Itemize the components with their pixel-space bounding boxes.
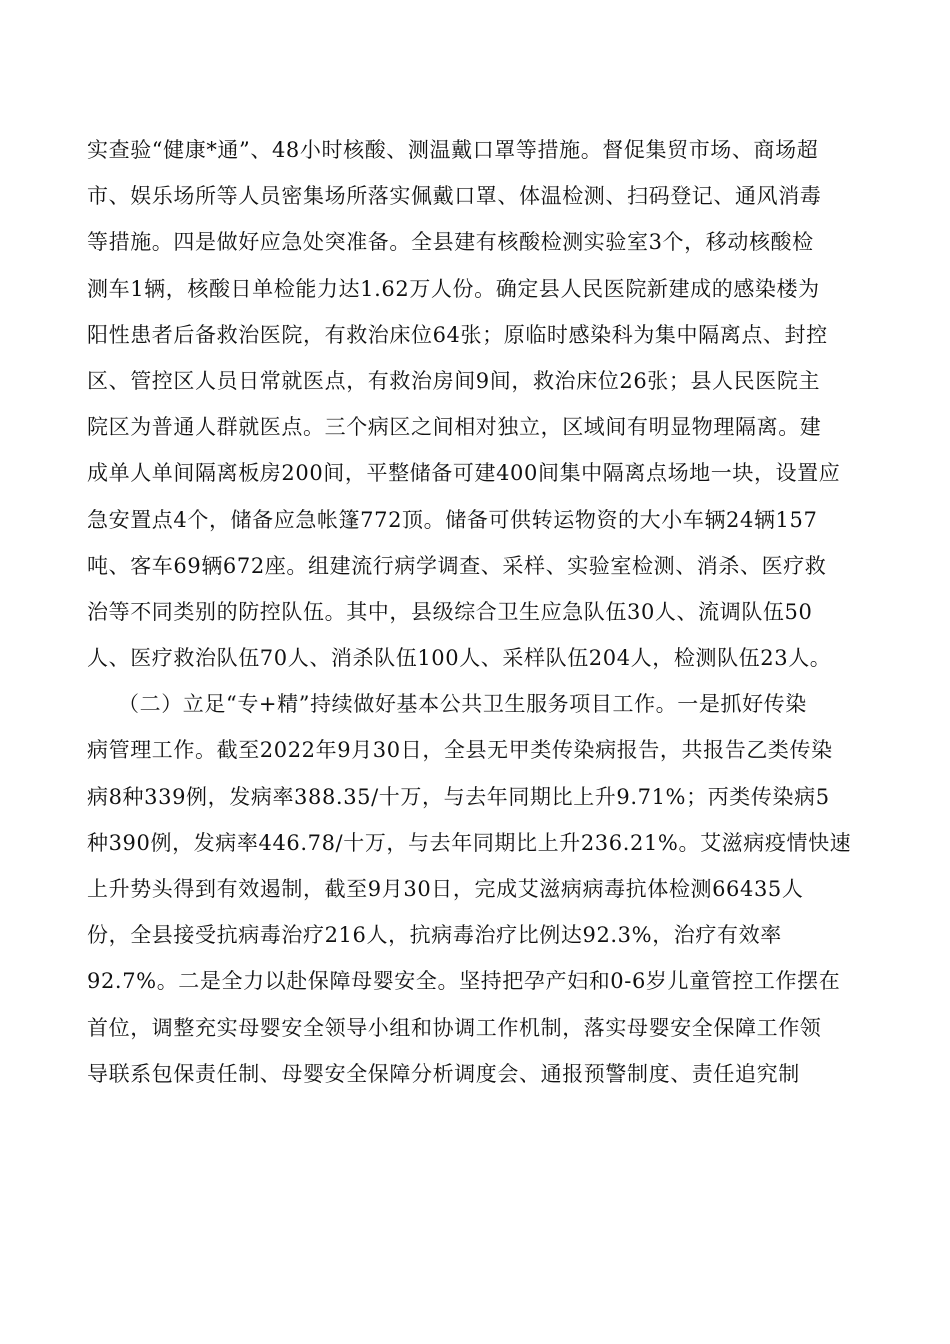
text-line-4: 测车1辆，核酸日单检能力达1.62万人份。确定县人民医院新建成的感染楼为 [87, 276, 820, 301]
text-line-9: 急安置点4个，储备应急帐篷772顶。储备可供转运物资的大小车辆24辆157 [87, 507, 818, 532]
text-line-6: 区、管控区人员日常就医点，有救治房间9间，救治床位26张；县人民医院主 [87, 368, 821, 393]
text-line-16: 种390例，发病率446.78/十万，与去年同期比上升236.21%。艾滋病疫情快速 [87, 830, 852, 855]
text-line-1: 实查验“健康*通”、48小时核酸、测温戴口罩等措施。督促集贸市场、商场超 [87, 138, 819, 162]
text-line-15: 病8种339例，发病率388.35/十万，与去年同期比上升9.71%；丙类传染病5 [87, 784, 830, 809]
text-line-19: 92.7%。二是全力以赴保障母婴安全。坚持把孕产妇和0-6岁儿童管控工作摆在 [87, 969, 841, 994]
text-line-10: 吨、客车69辆672座。组建流行病学调查、采样、实验室检测、消杀、医疗救 [87, 553, 827, 578]
text-line-7: 院区为普通人群就医点。三个病区之间相对独立，区域间有明显物理隔离。建 [87, 415, 822, 440]
text-line-18: 份，全县接受抗病毒治疗216人，抗病毒治疗比例达92.3%，治疗有效率 [87, 923, 782, 948]
text-line-21: 导联系包保责任制、母婴安全保障分析调度会、通报预警制度、责任追究制 [87, 1061, 800, 1086]
text-line-3: 等措施。四是做好应急处突准备。全县建有核酸检测实验室3个，移动核酸检 [87, 230, 814, 255]
text-line-11: 治等不同类别的防控队伍。其中，县级综合卫生应急队伍30人、流调队伍50 [87, 599, 813, 624]
text-line-2: 市、娱乐场所等人员密集场所落实佩戴口罩、体温检测、扫码登记、通风消毒 [87, 184, 822, 209]
text-line-20: 首位，调整充实母婴安全领导小组和协调工作机制，落实母婴安全保障工作领 [87, 1015, 822, 1040]
text-line-12: 人、医疗救治队伍70人、消杀队伍100人、采样队伍204人，检测队伍23人。 [87, 646, 832, 671]
text-line-5: 阳性患者后备救治医院，有救治床位64张；原临时感染科为集中隔离点、封控 [87, 322, 828, 347]
text-line-14: 病管理工作。截至2022年9月30日，全县无甲类传染病报告，共报告乙类传染 [87, 738, 833, 763]
paragraph-heading-line: （二）立足“专+精”持续做好基本公共卫生服务项目工作。一是抓好传染 [118, 692, 807, 717]
document-body [87, 127, 867, 1097]
text-line-17: 上升势头得到有效遏制，截至9月30日，完成艾滋病病毒抗体检测66435人 [87, 877, 804, 901]
text-line-8: 成单人单间隔离板房200间，平整储备可建400间集中隔离点场地一块，设置应 [87, 461, 841, 486]
